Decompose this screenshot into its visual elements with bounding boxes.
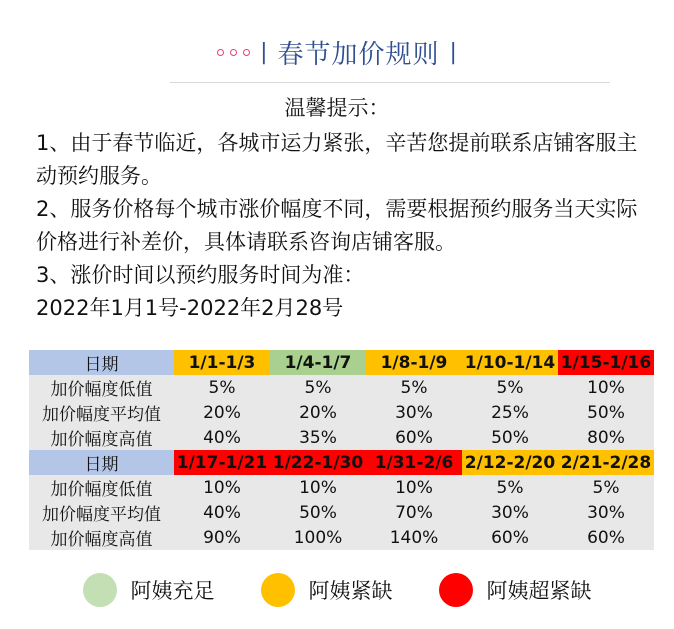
period-header-cell: 1/17-1/21: [174, 450, 270, 475]
value-cell: 140%: [366, 525, 462, 550]
period-header-cell: 1/8-1/9: [366, 350, 462, 375]
value-cell: 20%: [174, 400, 270, 425]
legend-item-very-short: [439, 573, 592, 607]
date-header-label: 日期: [29, 450, 174, 475]
value-cell: 40%: [174, 500, 270, 525]
row-label: 加价幅度平均值: [29, 400, 174, 425]
value-cell: 60%: [366, 425, 462, 450]
title-underline: [170, 82, 610, 83]
value-cell: 5%: [462, 475, 558, 500]
legend: [0, 570, 674, 610]
date-header-row: [29, 350, 654, 375]
value-cell: 10%: [366, 475, 462, 500]
value-cell: 60%: [558, 525, 654, 550]
period-header-cell: 1/15-1/16: [558, 350, 654, 375]
notice-date-range: 2022年1月1号-2022年2月28号: [36, 296, 344, 320]
period-header-cell: 1/22-1/30: [270, 450, 366, 475]
period-header-cell: 1/4-1/7: [270, 350, 366, 375]
value-cell: 25%: [462, 400, 558, 425]
legend-label: 阿姨充足: [130, 579, 215, 603]
table-row: [29, 400, 654, 425]
red-circle-icon: [439, 573, 473, 607]
row-label: 加价幅度高值: [29, 525, 174, 550]
table-row: [29, 500, 654, 525]
value-cell: 5%: [462, 375, 558, 400]
row-label: 加价幅度低值: [29, 375, 174, 400]
period-header-cell: 1/10-1/14: [462, 350, 558, 375]
legend-item-short: [261, 573, 393, 607]
value-cell: 5%: [270, 375, 366, 400]
value-cell: 50%: [558, 400, 654, 425]
legend-label: 阿姨紧缺: [308, 579, 393, 603]
period-header-cell: 2/21-2/28: [558, 450, 654, 475]
notice-body: [36, 127, 656, 325]
row-label: 加价幅度低值: [29, 475, 174, 500]
value-cell: 10%: [270, 475, 366, 500]
decorative-dots-icon: [217, 49, 250, 56]
period-header-cell: 1/1-1/3: [174, 350, 270, 375]
dot-icon: [230, 49, 237, 56]
value-cell: 5%: [174, 375, 270, 400]
value-cell: 20%: [270, 400, 366, 425]
value-cell: 5%: [558, 475, 654, 500]
value-cell: 100%: [270, 525, 366, 550]
value-cell: 10%: [558, 375, 654, 400]
value-cell: 50%: [462, 425, 558, 450]
divider-bar-icon: |: [449, 39, 457, 65]
value-cell: 30%: [462, 500, 558, 525]
table-row: [29, 525, 654, 550]
value-cell: 50%: [270, 500, 366, 525]
row-label: 加价幅度平均值: [29, 500, 174, 525]
notice-heading: 温馨提示：: [284, 96, 390, 120]
dot-icon: [243, 49, 250, 56]
page-title: 春节加价规则: [277, 39, 440, 70]
title-row: [0, 30, 674, 74]
value-cell: 60%: [462, 525, 558, 550]
value-cell: 80%: [558, 425, 654, 450]
notice-paragraph-1: 1、由于春节临近，各城市运力紧张，辛苦您提前联系店铺客服主动预约服务。: [36, 131, 638, 188]
legend-label: 阿姨超紧缺: [486, 579, 592, 603]
table-row: [29, 375, 654, 400]
notice-paragraph-3: 3、涨价时间以预约服务时间为准：: [36, 263, 365, 287]
notice-paragraph-2: 2、服务价格每个城市涨价幅度不同，需要根据预约服务当天实际价格进行补差价，具体请联系咨询店铺客服。: [36, 197, 638, 254]
period-header-cell: 2/12-2/20: [462, 450, 558, 475]
green-circle-icon: [83, 573, 117, 607]
value-cell: 35%: [270, 425, 366, 450]
value-cell: 40%: [174, 425, 270, 450]
yellow-circle-icon: [261, 573, 295, 607]
legend-item-sufficient: [83, 573, 215, 607]
divider-bar-icon: |: [260, 39, 268, 65]
price-increase-table: [29, 350, 654, 550]
date-header-label: 日期: [29, 350, 174, 375]
period-header-cell: 1/31-2/6: [366, 450, 462, 475]
table-row: [29, 425, 654, 450]
value-cell: 30%: [558, 500, 654, 525]
dot-icon: [217, 49, 224, 56]
row-label: 加价幅度高值: [29, 425, 174, 450]
value-cell: 5%: [366, 375, 462, 400]
value-cell: 30%: [366, 400, 462, 425]
value-cell: 90%: [174, 525, 270, 550]
date-header-row: [29, 450, 654, 475]
value-cell: 10%: [174, 475, 270, 500]
value-cell: 70%: [366, 500, 462, 525]
table-row: [29, 475, 654, 500]
